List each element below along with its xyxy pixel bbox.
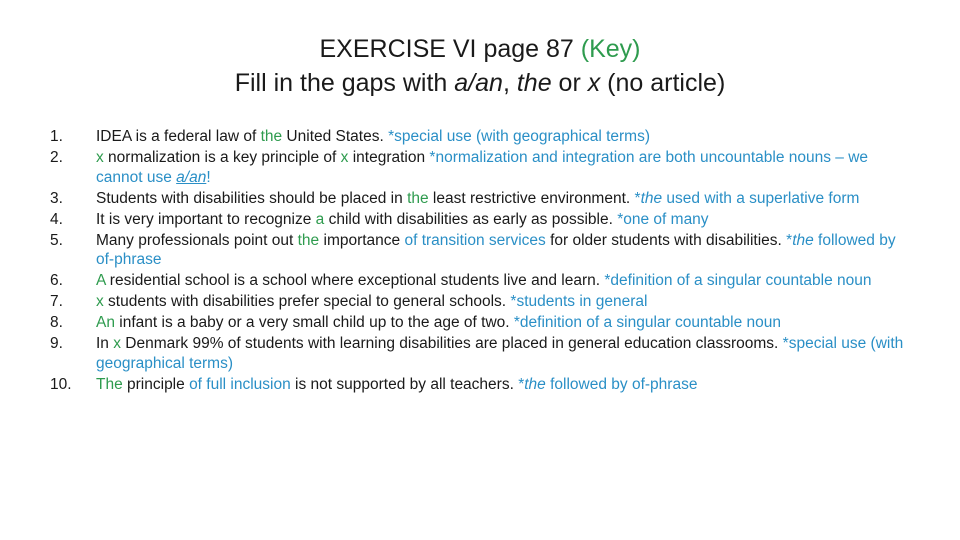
instruction-aan: a/an	[454, 69, 503, 97]
explanation-note: *definition of a singular countable noun	[604, 272, 872, 289]
explanation-note: *one of many	[617, 210, 709, 228]
explanation-note-emphasis: the	[524, 375, 546, 393]
sentence-text: students with disabilities prefer special to general schools.	[103, 293, 511, 310]
explanation-note: followed by of-phrase	[96, 231, 896, 268]
explanation-note: of transition services	[404, 231, 546, 249]
explanation-note: of full inclusion	[189, 375, 291, 393]
exercise-list	[50, 127, 910, 396]
explanation-note: *	[518, 375, 525, 393]
instruction-sep: ,	[502, 69, 517, 97]
explanation-note: *students in general	[510, 293, 648, 310]
sentence-text: Students with disabilities should be placed in	[96, 189, 408, 207]
explanation-note: followed by of-phrase	[545, 375, 698, 393]
list-item	[50, 271, 910, 291]
list-item	[50, 210, 910, 230]
explanation-note-emphasis: a/an	[176, 168, 207, 186]
explanation-note: *	[634, 189, 641, 207]
explanation-note: *normalization and integration are both uncountable nouns – we cannot use	[96, 149, 869, 186]
item-number: 9.	[50, 335, 63, 352]
sentence-text: residential school is a school where exceptional students live and learn.	[105, 272, 605, 289]
sentence-text: importance	[319, 231, 405, 249]
answer-article: the	[297, 231, 320, 249]
item-number: 5.	[50, 231, 63, 249]
sentence-text: infant is a baby or a very small child up to the age of two.	[114, 314, 514, 331]
instruction-or: or	[551, 69, 588, 97]
explanation-note-emphasis: the	[640, 189, 663, 207]
list-item	[50, 375, 910, 395]
list-item	[50, 313, 910, 333]
answer-article: x	[96, 149, 104, 166]
sentence-text: for older students with disabilities.	[545, 231, 787, 249]
sentence-text: principle	[122, 375, 190, 393]
answer-article: a	[315, 210, 325, 228]
list-item	[50, 231, 910, 270]
item-number: 2.	[50, 149, 63, 166]
explanation-note: *special use (with geographical terms)	[388, 128, 651, 145]
answer-article: An	[96, 314, 115, 331]
item-number: 6.	[50, 272, 63, 289]
item-number: 8.	[50, 314, 63, 331]
instruction-x: x	[587, 69, 601, 97]
list-item	[50, 292, 910, 312]
explanation-note: *	[786, 231, 793, 249]
instruction-the: the	[516, 69, 552, 97]
item-number: 3.	[50, 189, 63, 207]
answer-article: x	[113, 335, 121, 352]
explanation-note: !	[206, 168, 211, 186]
item-number: 10.	[50, 375, 72, 393]
sentence-text: It is very important to recognize	[96, 210, 316, 228]
instruction-post: (no article)	[600, 69, 726, 97]
title-line-1	[0, 32, 960, 66]
explanation-note: used with a superlative form	[662, 189, 860, 207]
sentence-text: integration	[348, 149, 430, 166]
item-number: 4.	[50, 210, 63, 228]
slide-title	[0, 32, 960, 100]
list-item	[50, 148, 910, 187]
item-number: 1.	[50, 128, 63, 145]
answer-article: The	[96, 375, 123, 393]
key-label: (Key)	[580, 35, 641, 63]
explanation-note: *definition of a singular countable noun	[513, 314, 782, 331]
sentence-text: normalization is a key principle of	[103, 149, 341, 166]
explanation-note: *special use (with geographical terms)	[96, 335, 904, 372]
instruction-text: Fill in the gaps with	[234, 69, 455, 97]
explanation-note-emphasis: the	[792, 231, 814, 249]
list-item	[50, 189, 910, 209]
sentence-text: IDEA is a federal law of	[96, 128, 261, 145]
list-item	[50, 334, 910, 373]
list-item	[50, 127, 910, 147]
answer-article: the	[407, 189, 429, 207]
sentence-text: child with disabilities as early as possible.	[324, 210, 618, 228]
exercise-heading: EXERCISE VI page 87	[319, 35, 574, 63]
title-line-2	[0, 66, 960, 100]
answer-article: x	[340, 149, 349, 166]
sentence-text: least restrictive environment.	[428, 189, 635, 207]
answer-article: the	[260, 128, 283, 145]
sentence-text: In	[96, 335, 114, 352]
answer-article: A	[96, 272, 106, 289]
sentence-text: is not supported by all teachers.	[290, 375, 519, 393]
item-number: 7.	[50, 293, 63, 310]
sentence-text: Many professionals point out	[96, 231, 298, 249]
sentence-text: Denmark 99% of students with learning disabilities are placed in general education classrooms.	[120, 335, 783, 352]
sentence-text: United States.	[282, 128, 389, 145]
answer-article: x	[96, 293, 104, 310]
